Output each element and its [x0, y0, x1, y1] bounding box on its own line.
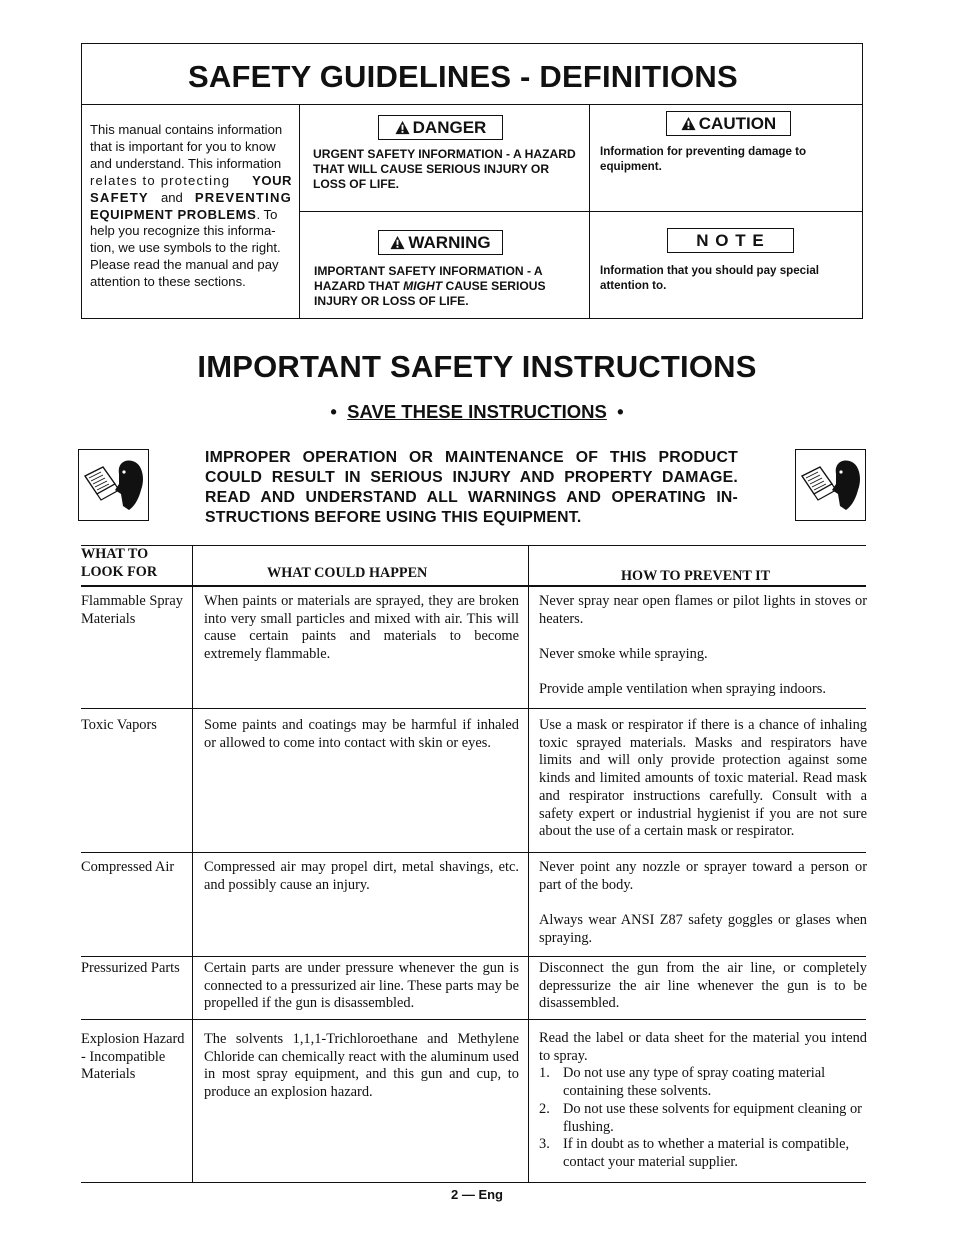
prevent-text: Provide ample ventilation when spraying indoors.: [539, 681, 826, 698]
prevent-text: Never spray near open flames or pilot lights in stoves or heaters.: [539, 593, 867, 627]
warning-cell: [300, 212, 590, 319]
prevent-list: [539, 1065, 867, 1171]
header-text: LOOK FOR: [81, 563, 158, 580]
read-manual-icon: [78, 449, 149, 521]
list-item: [539, 1136, 867, 1171]
intro-bold: PREVENTING: [194, 189, 292, 205]
list-text: If in doubt as to whether a material is compatible, contact your material supplier.: [563, 1136, 850, 1170]
look-for-cell: Flammable Spray Materials: [81, 593, 183, 627]
danger-signal-label: [378, 115, 503, 140]
page-number: 2 — Eng: [450, 1187, 503, 1202]
intro-line: and understand. This information: [90, 155, 282, 171]
warning-text: CAUSE SERIOUS INJURY OR LOSS OF LIFE.: [314, 278, 546, 308]
list-number: 2.: [539, 1100, 550, 1117]
list-item: [539, 1065, 867, 1100]
note-description: Information that you should pay special attention to.: [600, 264, 820, 292]
note-cell: [590, 212, 863, 319]
danger-cell: [300, 105, 590, 212]
caution-description: Information for preventing damage to equipment.: [600, 145, 807, 173]
intro-line: tion, we use symbols to the right.: [90, 240, 281, 256]
bullet: •: [330, 401, 337, 422]
warning-emphasis: MIGHT: [403, 278, 443, 293]
caution-signal-label: [666, 111, 791, 136]
intro-bold: YOUR: [252, 172, 292, 188]
column-header-prevent: HOW TO PREVENT IT: [621, 568, 771, 584]
page-title: IMPORTANT SAFETY INSTRUCTIONS: [197, 349, 757, 384]
save-instructions-label: SAVE THESE INSTRUCTIONS: [347, 401, 607, 422]
warning-triangle-icon: [395, 120, 410, 135]
list-text: Do not use these solvents for equipment cleaning or flushing.: [563, 1100, 862, 1135]
intro-line: [90, 173, 292, 190]
column-header-look-for: [81, 546, 157, 581]
warning-statement: IMPROPER OPERATION OR MAINTENANCE OF THIS PRODUCT COULD RESULT IN SERIOUS INJURY AND PROPERTY DAMAGE. READ AND UNDERSTAND ALL WARNINGS AND OPERATING IN-STRUCTIONS BEFORE USING THIS EQUIPMENT.: [205, 449, 738, 526]
prevent-cell: Disconnect the gun from the air line, or completely depressurize the air line whenever the gun is to be disassembled.: [539, 960, 867, 1012]
warning-description: [314, 264, 564, 308]
caution-label: CAUTION: [698, 113, 777, 133]
warning-label: WARNING: [408, 232, 491, 252]
definitions-title: SAFETY GUIDELINES - DEFINITIONS: [82, 44, 862, 105]
intro-line: help you recognize this informa-: [90, 223, 276, 239]
list-number: 3.: [539, 1136, 550, 1153]
table-row: [81, 709, 866, 853]
intro-line: Please read the manual and pay: [90, 257, 279, 273]
table-row: [81, 957, 866, 1020]
note-signal-label: [667, 228, 794, 253]
table-row: [81, 1020, 866, 1183]
caution-cell: [590, 105, 863, 212]
look-for-cell: Pressurized Parts: [81, 960, 180, 976]
prevent-text: Always wear ANSI Z87 safety goggles or glases when spraying.: [539, 912, 867, 946]
prevent-cell: [539, 859, 867, 948]
definitions-intro: [82, 105, 300, 319]
look-for-cell: Compressed Air: [81, 859, 175, 875]
list-number: 1.: [539, 1065, 550, 1082]
list-text: Do not use any type of spray coating material containing these solvents.: [563, 1065, 826, 1100]
definitions-box: [81, 43, 863, 319]
list-item: [539, 1101, 867, 1136]
intro-bold: SAFETY: [90, 189, 149, 205]
save-instructions-heading: [0, 401, 954, 423]
happen-cell: The solvents 1,1,1-Trichloroethane and Methylene Chloride can chemically react with the aluminum used in most spray equipment, and this gun and cup, to produce an explosion hazard.: [204, 1031, 519, 1101]
prevent-text: Read the label or data sheet for the material you intend to spray.: [539, 1030, 867, 1064]
table-row: [81, 587, 866, 709]
look-for-cell: Toxic Vapors: [81, 717, 157, 733]
warning-triangle-icon: [390, 235, 405, 250]
intro-text: . To: [256, 206, 278, 222]
intro-text: relates to protecting: [90, 172, 231, 188]
happen-cell: Certain parts are under pressure whenever the gun is connected to a pressurized air line. These parts may be propelled if the gun is disassembled.: [204, 960, 519, 1012]
intro-text: and: [160, 189, 183, 205]
prevent-text: Never smoke while spraying.: [539, 646, 708, 663]
look-for-cell: Explosion Hazard - Incompatible Materials: [81, 1031, 185, 1083]
happen-cell: Compressed air may propel dirt, metal shavings, etc. and possibly cause an injury.: [204, 859, 519, 893]
column-header-happen: WHAT COULD HAPPEN: [267, 565, 428, 581]
prevent-cell: Use a mask or respirator if there is a chance of inhaling toxic sprayed materials. Masks and respirators have limits and will only provide protection against some kinds and limited amounts of toxic material. Read mask and respirator instructions carefully. Consult with a safety expert or industrial hygienist if you are not sure about the use of a certain mask or respirator.: [539, 717, 867, 840]
warning-text: IMPORTANT SAFETY INFORMATION - A HAZARD THAT: [314, 264, 543, 293]
warning-signal-label: [378, 230, 503, 255]
prevent-text: Never point any nozzle or sprayer toward a person or part of the body.: [539, 859, 867, 893]
prevent-cell: [539, 593, 867, 699]
danger-label: DANGER: [412, 117, 487, 137]
read-manual-pictogram: [796, 450, 865, 520]
table-row: [81, 853, 866, 957]
read-manual-pictogram: [79, 450, 148, 520]
danger-description: URGENT SAFETY INFORMATION - A HAZARD THAT WILL CAUSE SERIOUS INJURY OR LOSS OF LIFE.: [313, 147, 576, 191]
warning-triangle-icon: [681, 116, 696, 131]
intro-line: This manual contains information: [90, 122, 283, 137]
table-header-row: [81, 545, 866, 587]
happen-cell: Some paints and coatings may be harmful if inhaled or allowed to come into contact with skin or eyes.: [204, 717, 519, 751]
intro-line: [90, 190, 292, 207]
intro-bold: EQUIPMENT PROBLEMS: [90, 206, 257, 222]
prevent-cell: [539, 1030, 867, 1172]
read-manual-icon: [795, 449, 866, 521]
bullet: •: [617, 401, 624, 422]
header-text: WHAT TO: [81, 546, 149, 562]
intro-line: that is important for you to know: [90, 138, 276, 154]
happen-cell: When paints or materials are sprayed, they are broken into very small particles and mixed with air. This will cause certain paints and materials to become extremely flammable.: [204, 593, 519, 663]
note-label: N O T E: [696, 230, 765, 250]
intro-line: [90, 207, 292, 224]
intro-line: attention to these sections.: [90, 274, 246, 290]
